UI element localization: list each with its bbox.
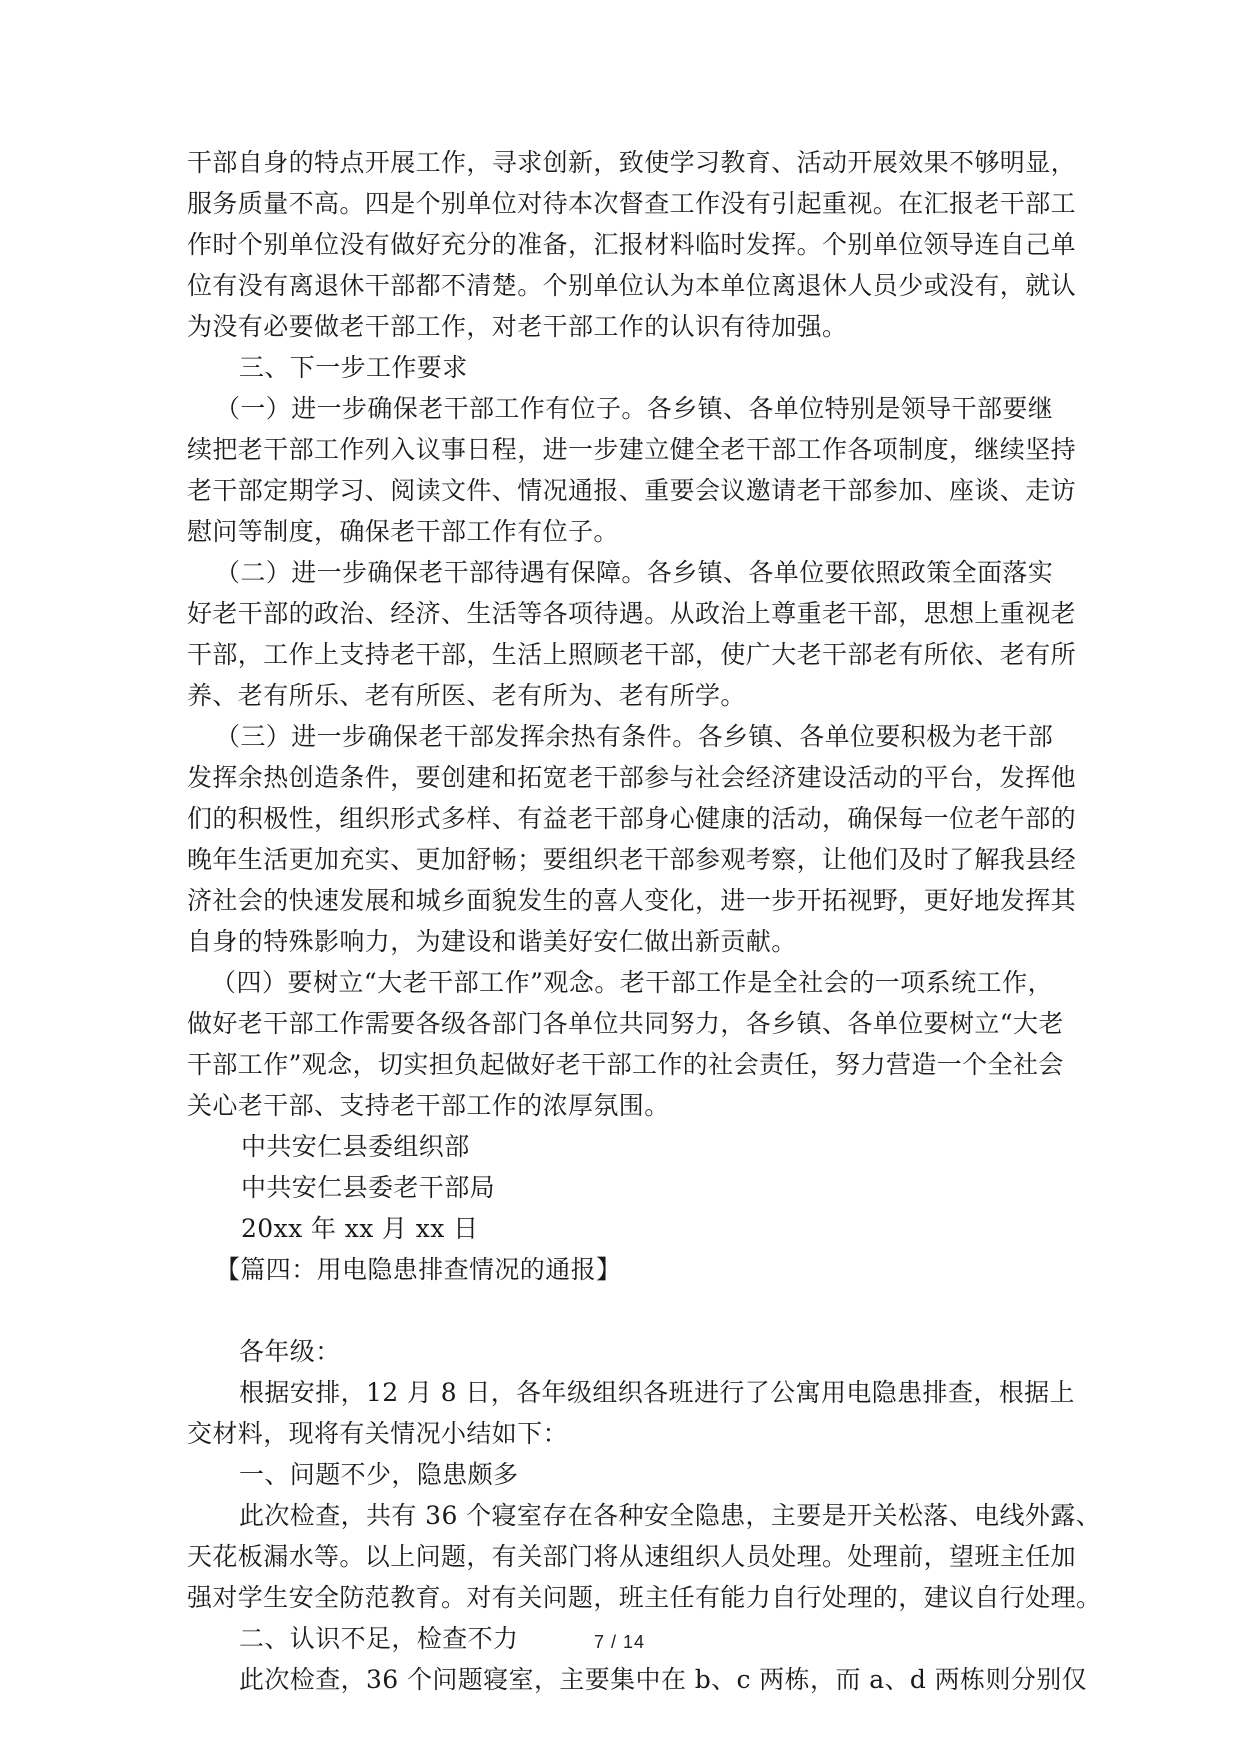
paragraph-line: 干部，工作上支持老干部，生活上照顾老干部，使广大老干部老有所依、老有所: [187, 640, 1077, 669]
paragraph-line: 干部工作”观念，切实担负起做好老干部工作的社会责任，努力营造一个全社会: [187, 1050, 1064, 1079]
paragraph-line: （四）要树立“大老干部工作”观念。老干部工作是全社会的一项系统工作，: [211, 968, 1053, 997]
paragraph-line: 自身的特殊影响力，为建设和谐美好安仁做出新贡献。: [187, 927, 797, 956]
salutation: 各年级：: [239, 1337, 341, 1366]
paragraph-line: 发挥余热创造条件，要创建和拓宽老干部参与社会经济建设活动的平台，发挥他: [187, 763, 1077, 792]
article-title: 【篇四：用电隐患排查情况的通报】: [215, 1255, 622, 1284]
paragraph-line: （一）进一步确保老干部工作有位子。各乡镇、各单位特别是领导干部要继: [215, 394, 1054, 423]
paragraph-line: 关心老干部、支持老干部工作的浓厚氛围。: [187, 1091, 670, 1120]
paragraph-line: 强对学生安全防范教育。对有关问题，班主任有能力自行处理的，建议自行处理。: [187, 1583, 1102, 1612]
paragraph-line: 慰问等制度，确保老干部工作有位子。: [187, 517, 619, 546]
paragraph-line: 此次检查，共有 36 个寝室存在各种安全隐患，主要是开关松落、电线外露、: [239, 1501, 1102, 1530]
paragraph-line: 根据安排，12 月 8 日，各年级组织各班进行了公寓用电隐患排查，根据上: [239, 1378, 1075, 1407]
paragraph-line: 服务质量不高。四是个别单位对待本次督查工作没有引起重视。在汇报老干部工: [187, 189, 1077, 218]
paragraph-line: 做好老干部工作需要各级各部门各单位共同努力，各乡镇、各单位要树立“大老: [187, 1009, 1064, 1038]
paragraph-line: 养、老有所乐、老有所医、老有所为、老有所学。: [187, 681, 746, 710]
paragraph-line: 干部自身的特点开展工作，寻求创新，致使学习教育、活动开展效果不够明显，: [187, 148, 1077, 177]
paragraph-line: 作时个别单位没有做好充分的准备，汇报材料临时发挥。个别单位领导连自己单: [187, 230, 1077, 259]
paragraph-line: 交材料，现将有关情况小结如下：: [187, 1419, 569, 1448]
paragraph-line: 为没有必要做老干部工作，对老干部工作的认识有待加强。: [187, 312, 848, 341]
paragraph-line: 老干部定期学习、阅读文件、情况通报、重要会议邀请老干部参加、座谈、走访: [187, 476, 1077, 505]
signature-org-1: 中共安仁县委组织部: [241, 1132, 470, 1161]
paragraph-line: 们的积极性，组织形式多样、有益老干部身心健康的活动，确保每一位老午部的: [187, 804, 1077, 833]
section-heading: 二、认识不足，检查不力: [239, 1624, 519, 1653]
section-heading: 三、下一步工作要求: [239, 353, 468, 382]
paragraph-line: 位有没有离退休干部都不清楚。个别单位认为本单位离退休人员少或没有，就认: [187, 271, 1077, 300]
paragraph-line: 好老干部的政治、经济、生活等各项待遇。从政治上尊重老干部，思想上重视老: [187, 599, 1077, 628]
signature-org-2: 中共安仁县委老干部局: [241, 1173, 496, 1202]
paragraph-line: （三）进一步确保老干部发挥余热有条件。各乡镇、各单位要积极为老干部: [215, 722, 1054, 751]
paragraph-line: 续把老干部工作列入议事日程，进一步建立健全老干部工作各项制度，继续坚持: [187, 435, 1077, 464]
document-page: [187, 146, 1102, 1694]
paragraph-line: （二）进一步确保老干部待遇有保障。各乡镇、各单位要依照政策全面落实: [215, 558, 1054, 587]
signature-date: 20xx 年 xx 月 xx 日: [241, 1214, 479, 1243]
paragraph-line: 济社会的快速发展和城乡面貌发生的喜人变化，进一步开拓视野，更好地发挥其: [187, 886, 1077, 915]
paragraph-line: 天花板漏水等。以上问题，有关部门将从速组织人员处理。处理前，望班主任加: [187, 1542, 1077, 1571]
paragraph-line: 晚年生活更加充实、更加舒畅；要组织老干部参观考察，让他们及时了解我县经: [187, 845, 1077, 874]
paragraph-line: 此次检查，36 个问题寝室，主要集中在 b、c 两栋，而 a、d 两栋则分别仅: [239, 1665, 1088, 1694]
page-number: 7 / 14: [593, 1632, 646, 1652]
section-heading: 一、问题不少，隐患颇多: [239, 1460, 519, 1489]
